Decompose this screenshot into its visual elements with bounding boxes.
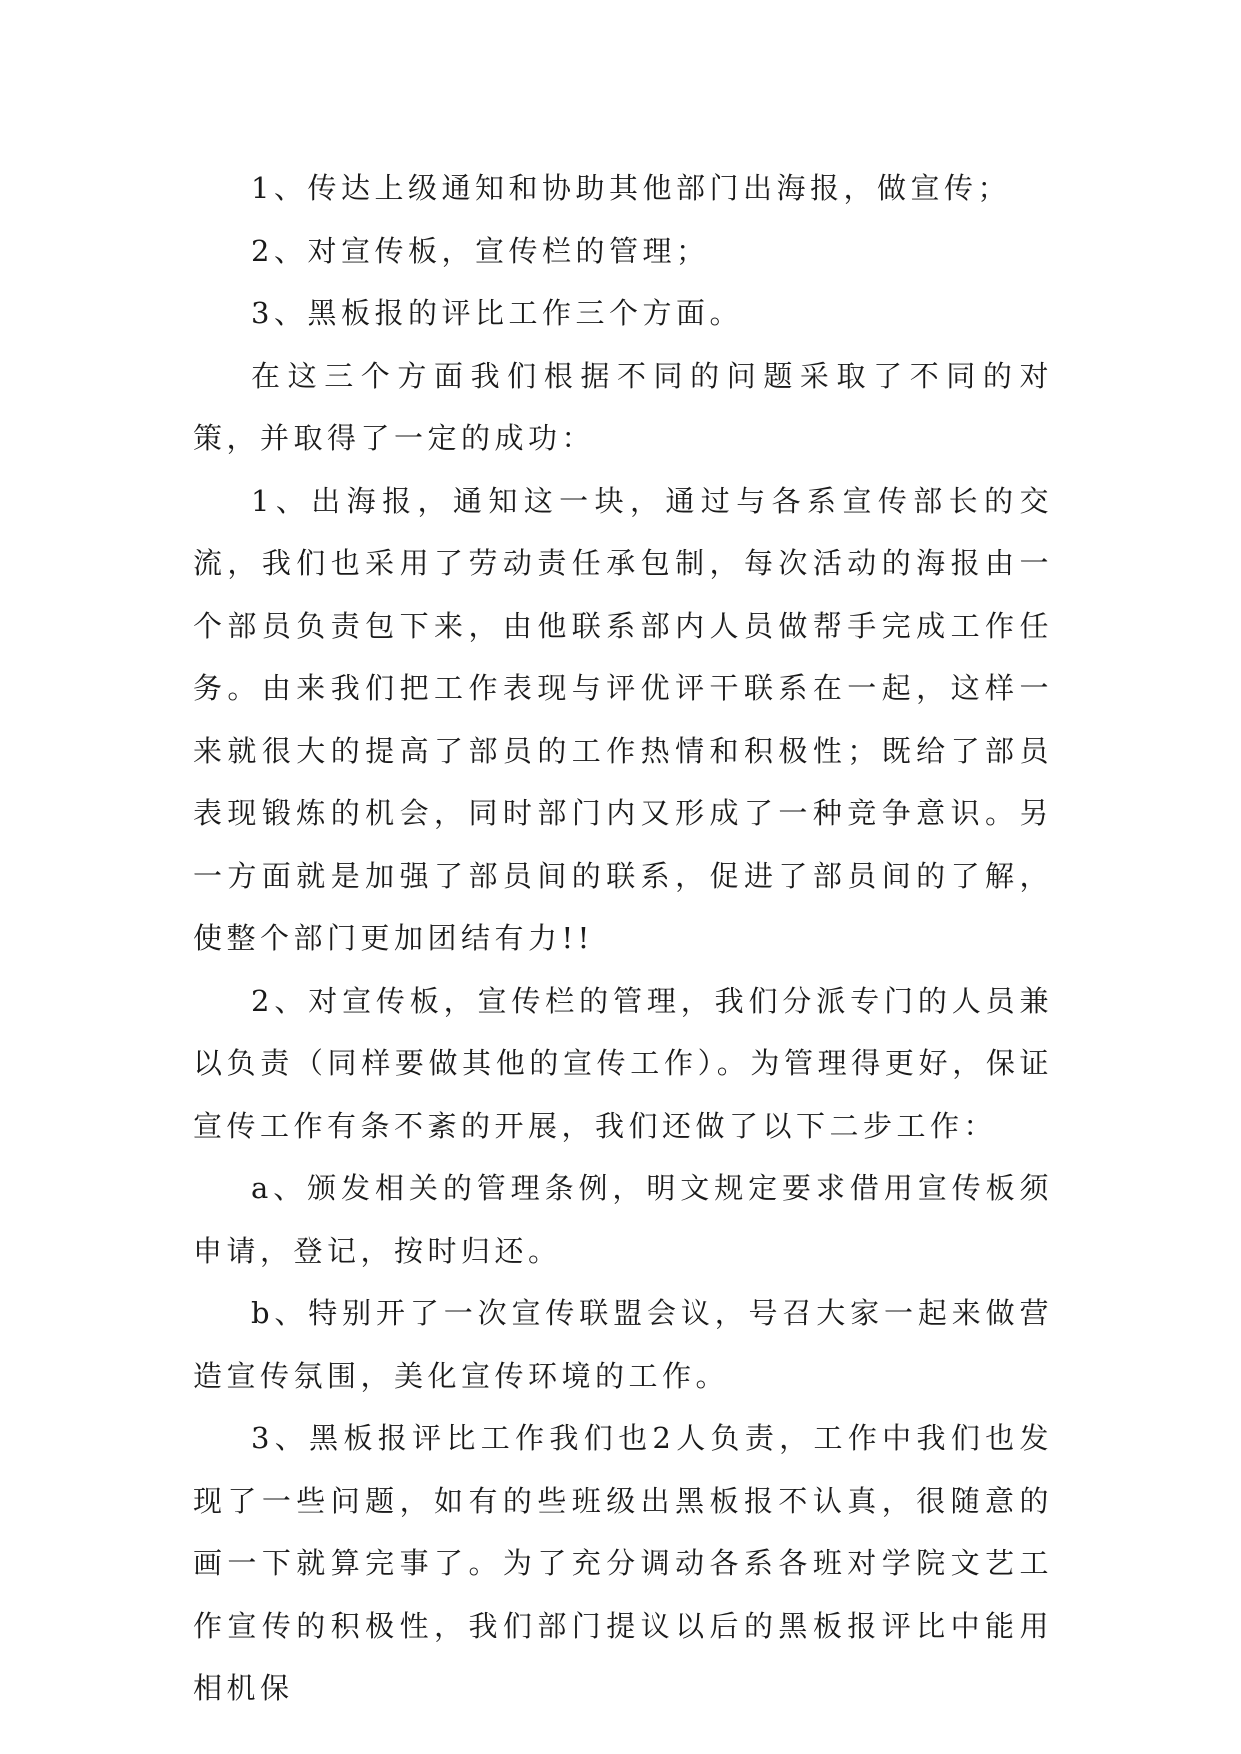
paragraph-3: 3、黑板报的评比工作三个方面。 [251,296,743,330]
paragraph-5: 1、出海报，通知这一块，通过与各系宣传部长的交流，我们也采用了劳动责任承包制，每次活动的海报由一个部员负责包下来，由他联系部内人员做帮手完成工作任务。由来我们把工作表现与评优评干联系在一起，这样一来就很大的提高了部员的工作热情和积极性；既给了部员表现锻炼的机会，同时部门内又形成了一种竞争意识。另一方面就是加强了部员间的联系，促进了部员间的了解，使整个部门更加团结有力!! [193,483,1053,955]
document-body [193,157,1053,1720]
paragraph-1: 1、传达上级通知和协助其他部门出海报，做宣传； [251,171,1011,205]
paragraph-8: b、特别开了一次宣传联盟会议，号召大家一起来做营造宣传氛围，美化宣传环境的工作。 [193,1296,1053,1393]
paragraph-9: 3、黑板报评比工作我们也2人负责，工作中我们也发现了一些问题，如有的些班级出黑板报不认真，很随意的画一下就算完事了。为了充分调动各系各班对学院文艺工作宣传的积极性，我们部门提议以后的黑板报评比中能用相机保 [193,1421,1053,1705]
paragraph-4: 在这三个方面我们根据不同的问题采取了不同的对策，并取得了一定的成功： [193,358,1053,455]
paragraph-2: 2、对宣传板，宣传栏的管理； [251,233,710,268]
paragraph-6: 2、对宣传板，宣传栏的管理，我们分派专门的人员兼以负责（同样要做其他的宣传工作）。为管理得更好，保证宣传工作有条不紊的开展，我们还做了以下二步工作： [193,983,1053,1143]
paragraph-7: a、颁发相关的管理条例，明文规定要求借用宣传板须申请，登记，按时归还。 [193,1171,1053,1268]
